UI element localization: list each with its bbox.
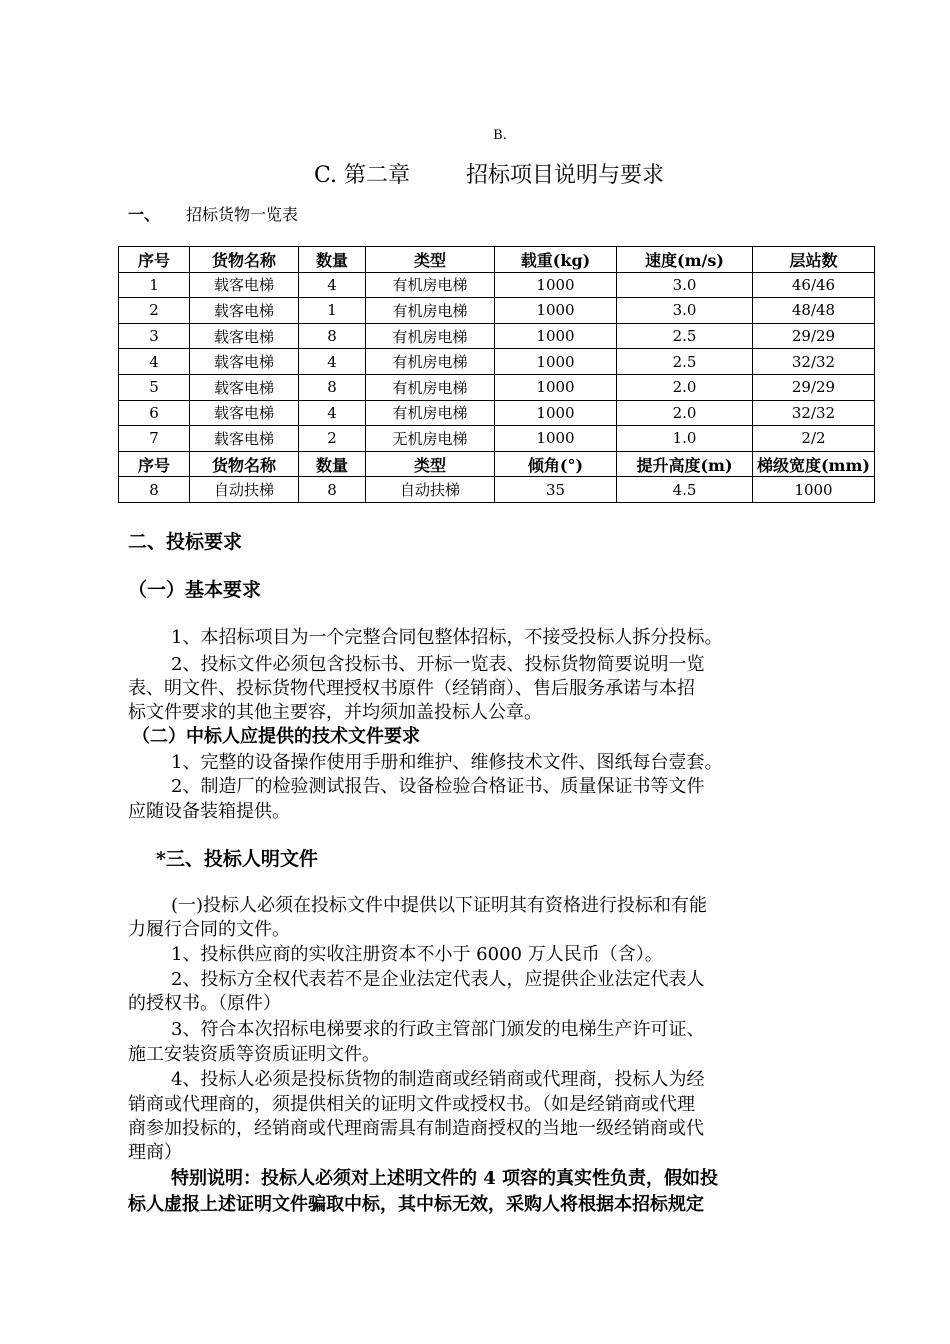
table-cell: 2.5: [617, 349, 753, 375]
table-cell: 46/46: [753, 272, 875, 298]
table-cell: 2.5: [617, 323, 753, 349]
paragraph: 力履行合同的文件。: [128, 919, 290, 940]
table-cell: 载客电梯: [190, 298, 299, 324]
table-header-cell: 数量: [299, 247, 366, 273]
table-cell: 29/29: [753, 323, 875, 349]
table-header-cell: 数量: [299, 451, 366, 477]
table-cell: 载客电梯: [190, 323, 299, 349]
table-cell: 1000: [753, 477, 875, 503]
table-header-row: [119, 247, 875, 273]
chapter-number: C. 第二章: [314, 163, 411, 188]
table-cell: 48/48: [753, 298, 875, 324]
table-cell: 自动扶梯: [366, 477, 495, 503]
table-row: [119, 272, 875, 298]
table-header-cell: 序号: [119, 247, 190, 273]
table-header-row: [119, 451, 875, 477]
section1-number: 一、: [128, 205, 161, 224]
section2-title: 二、投标要求: [128, 531, 243, 553]
section1-title: 招标货物一览表: [186, 205, 299, 224]
table-header-cell: 速度(m/s): [617, 247, 753, 273]
table-header-cell: 类型: [366, 451, 495, 477]
table-cell: 32/32: [753, 400, 875, 426]
table-cell: 有机房电梯: [366, 272, 495, 298]
table-cell: 载客电梯: [190, 400, 299, 426]
table-cell: 有机房电梯: [366, 323, 495, 349]
table-row: [119, 298, 875, 324]
table-cell: 2/2: [753, 426, 875, 452]
table-cell: 有机房电梯: [366, 374, 495, 400]
section2-sub1-title: （一）基本要求: [128, 579, 262, 601]
table-row: [119, 400, 875, 426]
special-note: 特别说明：投标人必须对上述明文件的 4 项容的真实性负责，假如投: [171, 1168, 719, 1189]
table-cell: 2: [119, 298, 190, 324]
table-header-cell: 类型: [366, 247, 495, 273]
paragraph: 1、投标供应商的实收注册资本不小于 6000 万人民币（含）。: [171, 944, 663, 965]
table-header-cell: 倾角(°): [495, 451, 617, 477]
table-cell: 4: [299, 272, 366, 298]
paragraph: 商参加投标的，经销商或代理商需具有制造商授权的当地一级经销商或代: [128, 1118, 704, 1139]
table-cell: 载客电梯: [190, 272, 299, 298]
table-cell: 1000: [495, 323, 617, 349]
table-cell: 有机房电梯: [366, 400, 495, 426]
paragraph: 销商或代理商的，须提供相关的证明文件或授权书。（如是经销商或代理: [128, 1094, 695, 1115]
table-header-cell: 货物名称: [190, 451, 299, 477]
table-cell: 8: [299, 374, 366, 400]
table-cell: 35: [495, 477, 617, 503]
chapter-heading: [314, 158, 664, 189]
table-cell: 1: [119, 272, 190, 298]
paragraph: 2、投标方全权代表若不是企业法定代表人，应提供企业法定代表人: [171, 969, 705, 990]
table-header-cell: 提升高度(m): [617, 451, 753, 477]
table-cell: 3: [119, 323, 190, 349]
table-cell: 29/29: [753, 374, 875, 400]
pre-label: B.: [493, 128, 507, 143]
table-cell: 4.5: [617, 477, 753, 503]
table-cell: 1000: [495, 374, 617, 400]
table-cell: 有机房电梯: [366, 298, 495, 324]
table-cell: 1000: [495, 349, 617, 375]
table-cell: 2: [299, 426, 366, 452]
paragraph: 1、完整的设备操作使用手册和维护、维修技术文件、图纸每台壹套。: [171, 752, 723, 773]
goods-table: [118, 246, 875, 503]
table-row: [119, 426, 875, 452]
table-cell: 无机房电梯: [366, 426, 495, 452]
paragraph: 应随设备装箱提供。: [128, 801, 290, 822]
section1-heading: [128, 202, 298, 225]
table-cell: 1.0: [617, 426, 753, 452]
table-cell: 4: [119, 349, 190, 375]
table-header-cell: 层站数: [753, 247, 875, 273]
chapter-title: 招标项目说明与要求: [466, 163, 665, 188]
table-cell: 2.0: [617, 374, 753, 400]
paragraph: 标文件要求的其他主要容，并均须加盖投标人公章。: [128, 702, 542, 723]
paragraph: 2、制造厂的检验测试报告、设备检验合格证书、质量保证书等文件: [171, 776, 705, 797]
table-cell: 1000: [495, 298, 617, 324]
table-cell: 自动扶梯: [190, 477, 299, 503]
table-row: [119, 477, 875, 503]
paragraph: (一)投标人必须在投标文件中提供以下证明其有资格进行投标和有能: [171, 895, 708, 916]
table-cell: 4: [299, 349, 366, 375]
section2-sub2-title: （二）中标人应提供的技术文件要求: [132, 726, 420, 747]
table-cell: 32/32: [753, 349, 875, 375]
table-cell: 载客电梯: [190, 426, 299, 452]
table-cell: 有机房电梯: [366, 349, 495, 375]
table-cell: 6: [119, 400, 190, 426]
table-cell: 8: [299, 477, 366, 503]
paragraph: 理商）: [128, 1142, 182, 1163]
paragraph: 表、明文件、投标货物代理授权书原件（经销商）、售后服务承诺与本招: [128, 678, 695, 699]
paragraph: 的授权书。（原件）: [128, 993, 281, 1014]
table-cell: 4: [299, 400, 366, 426]
table-cell: 5: [119, 374, 190, 400]
table-cell: 1000: [495, 400, 617, 426]
table-header-cell: 梯级宽度(mm): [753, 451, 875, 477]
table-cell: 载客电梯: [190, 374, 299, 400]
paragraph: 施工安装资质等资质证明文件。: [128, 1044, 380, 1065]
paragraph: 3、符合本次招标电梯要求的行政主管部门颁发的电梯生产许可证、: [171, 1019, 705, 1040]
table-row: [119, 323, 875, 349]
table-cell: 载客电梯: [190, 349, 299, 375]
table-cell: 1: [299, 298, 366, 324]
table-cell: 3.0: [617, 272, 753, 298]
paragraph: 2、投标文件必须包含投标书、开标一览表、投标货物简要说明一览: [171, 654, 705, 675]
table-row: [119, 349, 875, 375]
section3-title: *三、投标人明文件: [156, 848, 318, 870]
paragraph: 4、投标人必须是投标货物的制造商或经销商或代理商，投标人为经: [171, 1069, 705, 1090]
table-header-cell: 序号: [119, 451, 190, 477]
table-cell: 2.0: [617, 400, 753, 426]
special-note: 标人虚报上述证明文件骗取中标，其中标无效，采购人将根据本招标规定: [128, 1194, 704, 1215]
table-cell: 1000: [495, 272, 617, 298]
table-cell: 8: [119, 477, 190, 503]
table-cell: 8: [299, 323, 366, 349]
table-cell: 7: [119, 426, 190, 452]
table-row: [119, 374, 875, 400]
table-header-cell: 载重(kg): [495, 247, 617, 273]
table-cell: 3.0: [617, 298, 753, 324]
paragraph: 1、本招标项目为一个完整合同包整体招标，不接受投标人拆分投标。: [171, 627, 723, 648]
table-header-cell: 货物名称: [190, 247, 299, 273]
table-cell: 1000: [495, 426, 617, 452]
